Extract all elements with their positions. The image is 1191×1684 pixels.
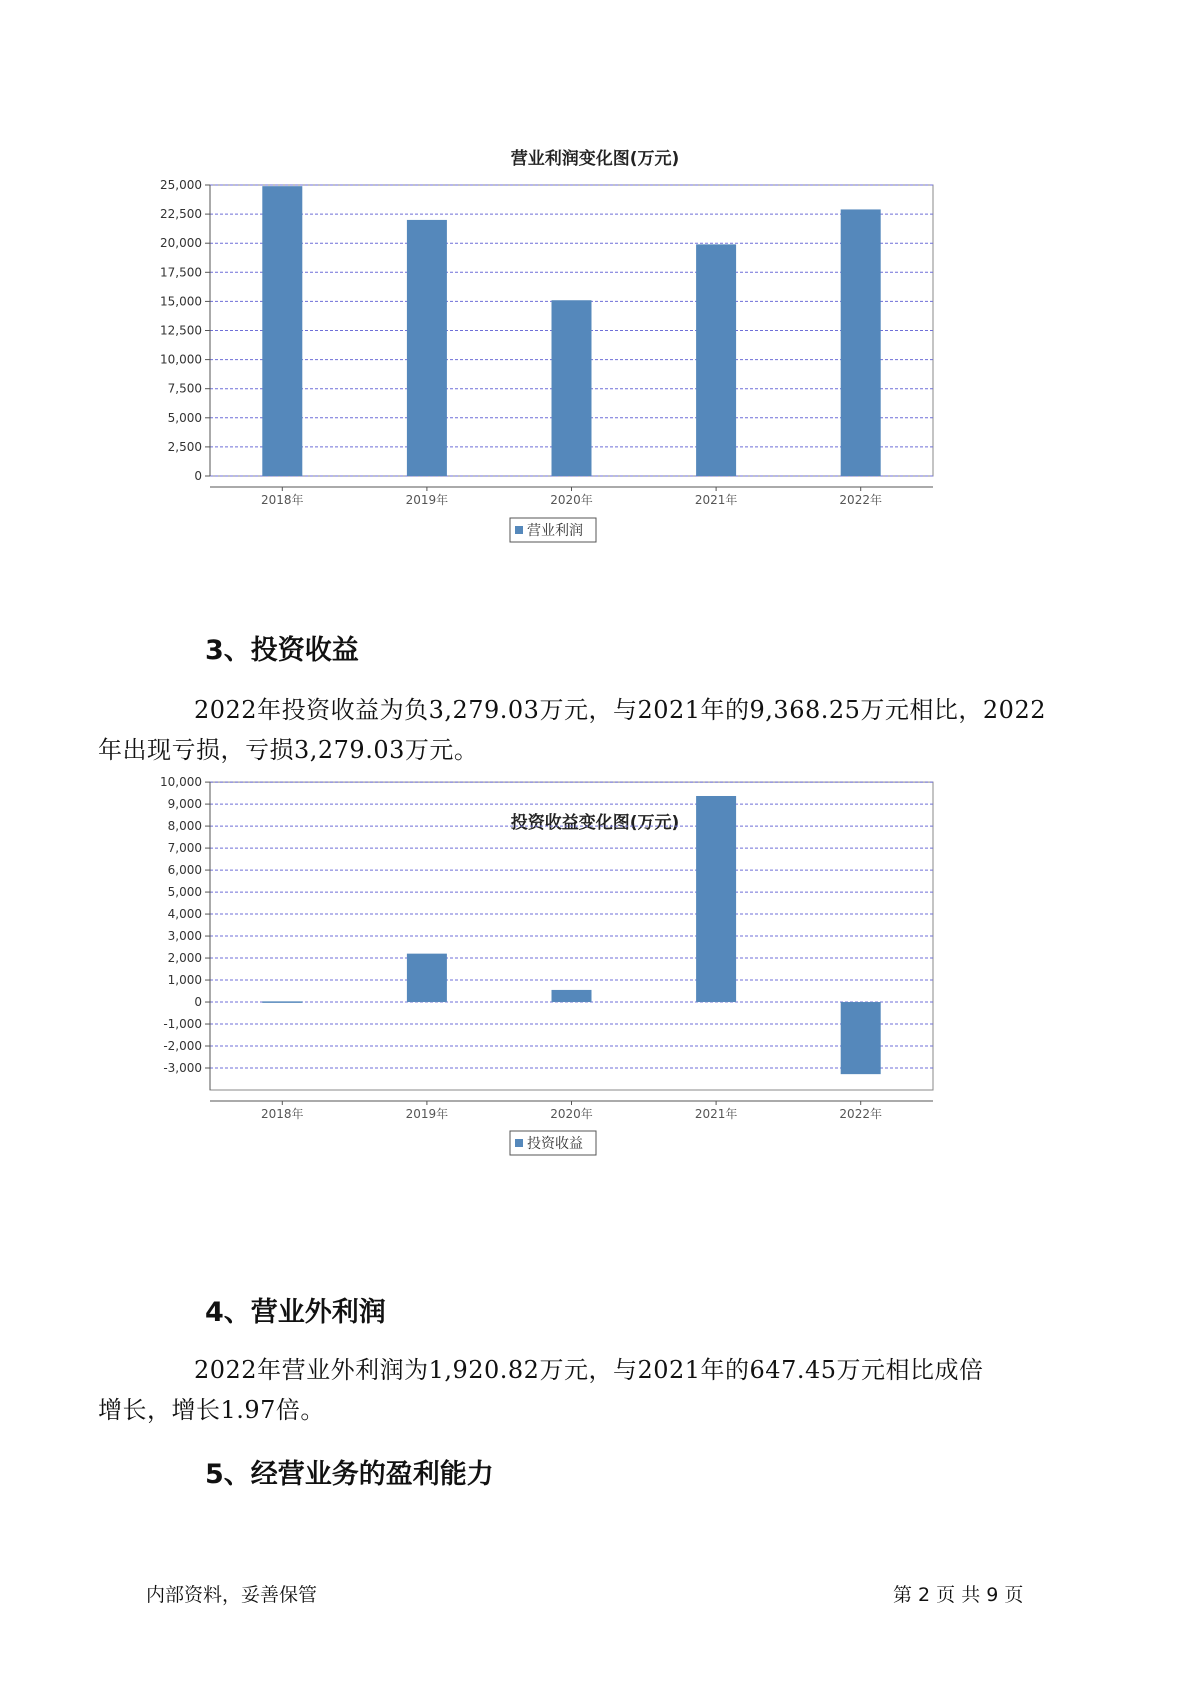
y-tick-label: 2,000 [167, 951, 202, 966]
bar [262, 186, 302, 476]
x-tick-label: 2022年 [839, 1107, 882, 1121]
legend-swatch [515, 1139, 523, 1147]
y-tick-label: 8,000 [167, 819, 202, 834]
y-tick-label: -2,000 [163, 1039, 202, 1054]
section-3-heading: 3、投资收益 [205, 635, 359, 666]
bar [841, 209, 881, 476]
legend-swatch [515, 526, 523, 534]
y-tick-label: 4,000 [167, 907, 202, 922]
x-tick-label: 2018年 [261, 1107, 304, 1121]
section-4-heading: 4、营业外利润 [205, 1297, 386, 1328]
legend-label: 营业利润 [527, 523, 583, 539]
y-tick-label: 3,000 [167, 929, 202, 944]
x-tick-label: 2018年 [261, 493, 304, 507]
chart-title: 营业利润变化图(万元) [510, 149, 680, 169]
y-tick-label: 22,500 [160, 207, 202, 222]
y-tick-label: 15,000 [160, 294, 202, 309]
paragraph-line: 年出现亏损，亏损3,279.03万元。 [98, 736, 479, 764]
footer-note: 内部资料，妥善保管 [146, 1584, 318, 1606]
y-tick-label: 12,500 [160, 323, 202, 338]
bar [407, 220, 447, 476]
bar [841, 1002, 881, 1074]
x-tick-label: 2019年 [405, 1107, 449, 1121]
y-tick-label: 10,000 [160, 352, 202, 367]
y-tick-label: 2,500 [167, 439, 202, 454]
x-tick-label: 2020年 [550, 1107, 593, 1121]
x-tick-label: 2021年 [694, 1107, 738, 1121]
operating-profit-chart [160, 140, 1030, 600]
y-tick-label: 1,000 [167, 973, 202, 988]
x-tick-label: 2022年 [839, 493, 882, 507]
y-tick-label: 17,500 [160, 265, 202, 280]
bar [552, 990, 592, 1002]
paragraph-line: 2022年营业外利润为1,920.82万元，与2021年的647.45万元相比成倍 [194, 1356, 984, 1384]
y-tick-label: -1,000 [163, 1017, 202, 1032]
chart-title: 投资收益变化图(万元) [510, 813, 680, 833]
page-number: 第 2 页 共 9 页 [893, 1584, 1024, 1606]
paragraph-line: 2022年投资收益为负3,279.03万元，与2021年的9,368.25万元相比，2022 [194, 696, 1046, 724]
bar [696, 796, 736, 1002]
y-tick-label: 25,000 [160, 178, 202, 192]
x-tick-label: 2020年 [550, 493, 593, 507]
operating-profit-svg [160, 140, 1030, 600]
y-tick-label: -3,000 [163, 1061, 202, 1076]
y-tick-label: 20,000 [160, 236, 202, 251]
y-tick-label: 5,000 [167, 410, 202, 425]
y-tick-label: 10,000 [160, 775, 202, 790]
legend-label: 投资收益 [527, 1136, 583, 1152]
section-4-paragraph [98, 1350, 1076, 1430]
y-tick-label: 0 [194, 469, 202, 483]
y-tick-label: 5,000 [167, 885, 202, 900]
x-tick-label: 2021年 [694, 493, 738, 507]
y-tick-label: 6,000 [167, 863, 202, 878]
bar [552, 300, 592, 476]
y-tick-label: 0 [194, 995, 202, 1010]
paragraph-line: 增长，增长1.97倍。 [98, 1396, 325, 1424]
y-tick-label: 7,500 [167, 381, 202, 396]
section-5-heading: 5、经营业务的盈利能力 [205, 1459, 494, 1490]
x-tick-label: 2019年 [405, 493, 449, 507]
y-tick-label: 9,000 [167, 797, 202, 812]
investment-income-svg [160, 775, 1030, 1270]
y-tick-label: 7,000 [167, 841, 202, 856]
section-3-paragraph [98, 690, 1076, 770]
bar [407, 954, 447, 1002]
investment-income-chart [160, 775, 1030, 1270]
bar [696, 244, 736, 476]
bar [262, 1001, 302, 1003]
